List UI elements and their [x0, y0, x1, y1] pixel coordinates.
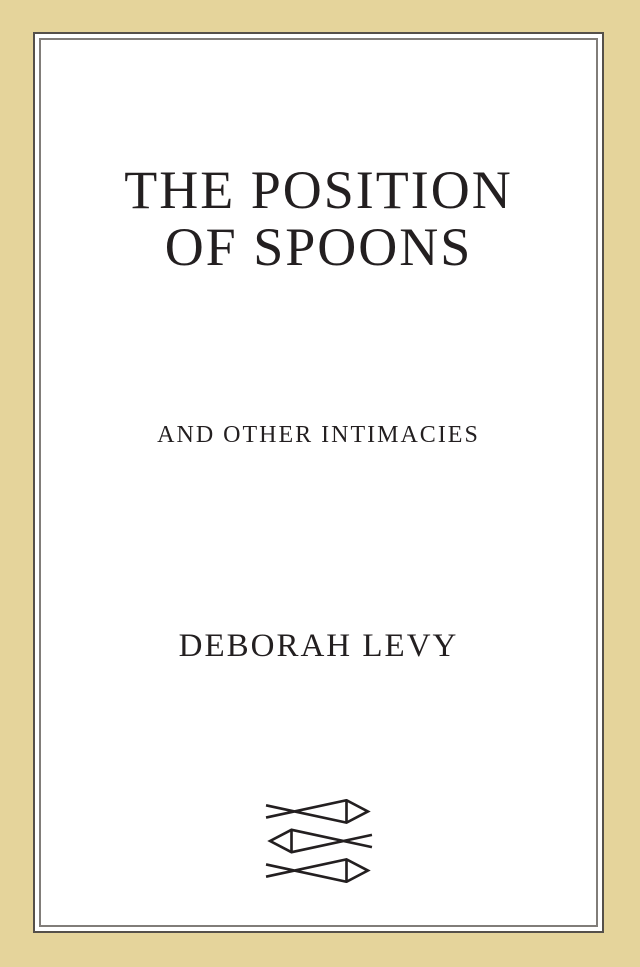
book-subtitle: AND OTHER INTIMACIES — [157, 422, 480, 448]
fish-top — [266, 800, 368, 822]
fish-bottom — [266, 859, 368, 881]
author-name: DEBORAH LEVY — [178, 628, 459, 664]
fish-middle — [270, 830, 372, 852]
title-page — [33, 32, 604, 933]
book-title-line2: OF SPOONS — [164, 217, 473, 277]
publisher-colophon — [35, 799, 602, 883]
book-title — [35, 162, 602, 276]
three-fish-colophon-icon — [264, 799, 374, 883]
book-title-line1: THE POSITION — [124, 160, 513, 220]
